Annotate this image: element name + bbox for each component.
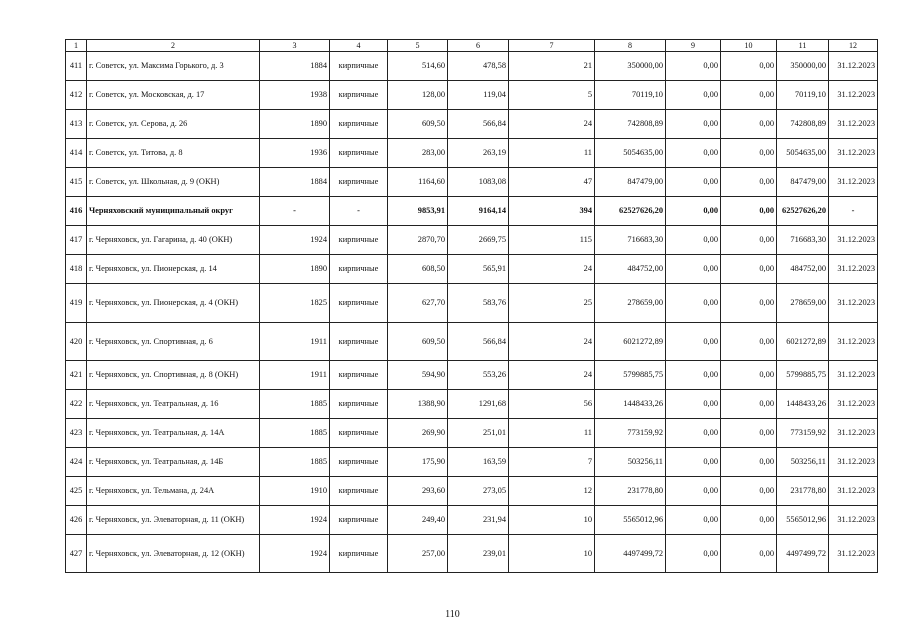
other-cost-cell: 716683,30	[777, 226, 829, 255]
budget-cost-cell: 0,00	[721, 323, 777, 361]
other-cost-cell: 773159,92	[777, 419, 829, 448]
total-area-cell: 283,00	[388, 139, 448, 168]
total-cost-cell: 484752,00	[595, 255, 666, 284]
deadline-cell: 31.12.2023	[829, 255, 878, 284]
living-area-cell: 263,19	[448, 139, 509, 168]
address-cell: г. Советск, ул. Школьная, д. 9 (ОКН)	[87, 168, 260, 197]
table-row	[66, 284, 878, 323]
row-number-cell: 426	[66, 506, 87, 535]
total-cost-cell: 5054635,00	[595, 139, 666, 168]
total-area-cell: 128,00	[388, 81, 448, 110]
other-cost-cell: 5799885,75	[777, 361, 829, 390]
column-number-cell: 1	[66, 40, 87, 52]
address-cell: г. Черняховск, ул. Пионерская, д. 4 (ОКН)	[87, 284, 260, 323]
deadline-cell: 31.12.2023	[829, 139, 878, 168]
address-cell: г. Черняховск, ул. Элеваторная, д. 12 (ОКН)	[87, 535, 260, 573]
column-number-cell: 10	[721, 40, 777, 52]
table-row	[66, 81, 878, 110]
row-number-cell: 421	[66, 361, 87, 390]
row-number-cell: 425	[66, 477, 87, 506]
row-number-cell: 413	[66, 110, 87, 139]
address-cell: г. Черняховск, ул. Элеваторная, д. 11 (ОКН)	[87, 506, 260, 535]
budget-cost-cell: 0,00	[721, 506, 777, 535]
total-cost-cell: 278659,00	[595, 284, 666, 323]
fund-cost-cell: 0,00	[666, 52, 721, 81]
other-cost-cell: 1448433,26	[777, 390, 829, 419]
budget-cost-cell: 0,00	[721, 168, 777, 197]
table-row	[66, 255, 878, 284]
total-area-cell: 1388,90	[388, 390, 448, 419]
table-row	[66, 361, 878, 390]
total-area-cell: 627,70	[388, 284, 448, 323]
table-body	[66, 52, 878, 573]
year-cell: 1884	[260, 168, 330, 197]
wall-material-cell: кирпичные	[330, 506, 388, 535]
total-area-cell: 594,90	[388, 361, 448, 390]
total-cost-cell: 6021272,89	[595, 323, 666, 361]
budget-cost-cell: 0,00	[721, 226, 777, 255]
row-number-cell: 417	[66, 226, 87, 255]
deadline-cell: 31.12.2023	[829, 535, 878, 573]
living-area-cell: 273,05	[448, 477, 509, 506]
row-number-cell: 422	[66, 390, 87, 419]
deadline-cell: 31.12.2023	[829, 419, 878, 448]
year-cell: 1884	[260, 52, 330, 81]
other-cost-cell: 70119,10	[777, 81, 829, 110]
deadline-cell: 31.12.2023	[829, 506, 878, 535]
total-cost-cell: 847479,00	[595, 168, 666, 197]
row-number-cell: 427	[66, 535, 87, 573]
fund-cost-cell: 0,00	[666, 197, 721, 226]
budget-cost-cell: 0,00	[721, 52, 777, 81]
budget-cost-cell: 0,00	[721, 255, 777, 284]
residents-cell: 10	[509, 506, 595, 535]
row-number-cell: 411	[66, 52, 87, 81]
living-area-cell: 251,01	[448, 419, 509, 448]
wall-material-cell: кирпичные	[330, 361, 388, 390]
total-area-cell: 269,90	[388, 419, 448, 448]
column-number-row	[66, 40, 878, 52]
register-table	[65, 39, 878, 573]
table-row	[66, 139, 878, 168]
wall-material-cell: кирпичные	[330, 226, 388, 255]
deadline-cell: 31.12.2023	[829, 323, 878, 361]
wall-material-cell: кирпичные	[330, 255, 388, 284]
fund-cost-cell: 0,00	[666, 323, 721, 361]
table-row	[66, 226, 878, 255]
table-row	[66, 448, 878, 477]
budget-cost-cell: 0,00	[721, 81, 777, 110]
total-cost-cell: 1448433,26	[595, 390, 666, 419]
wall-material-cell: кирпичные	[330, 168, 388, 197]
year-cell: 1924	[260, 535, 330, 573]
column-number-cell: 5	[388, 40, 448, 52]
residents-cell: 7	[509, 448, 595, 477]
residents-cell: 115	[509, 226, 595, 255]
row-number-cell: 424	[66, 448, 87, 477]
budget-cost-cell: 0,00	[721, 419, 777, 448]
year-cell: 1911	[260, 361, 330, 390]
living-area-cell: 583,76	[448, 284, 509, 323]
row-number-cell: 423	[66, 419, 87, 448]
year-cell: 1911	[260, 323, 330, 361]
address-cell: г. Черняховск, ул. Пионерская, д. 14	[87, 255, 260, 284]
year-cell: 1890	[260, 110, 330, 139]
deadline-cell: 31.12.2023	[829, 448, 878, 477]
fund-cost-cell: 0,00	[666, 477, 721, 506]
residents-cell: 25	[509, 284, 595, 323]
address-cell: Черняховский муниципальный округ	[87, 197, 260, 226]
deadline-cell: 31.12.2023	[829, 390, 878, 419]
table-row	[66, 506, 878, 535]
column-number-cell: 12	[829, 40, 878, 52]
total-area-cell: 2870,70	[388, 226, 448, 255]
fund-cost-cell: 0,00	[666, 390, 721, 419]
year-cell: 1924	[260, 506, 330, 535]
budget-cost-cell: 0,00	[721, 197, 777, 226]
residents-cell: 24	[509, 323, 595, 361]
wall-material-cell: кирпичные	[330, 448, 388, 477]
fund-cost-cell: 0,00	[666, 226, 721, 255]
deadline-cell: 31.12.2023	[829, 52, 878, 81]
other-cost-cell: 503256,11	[777, 448, 829, 477]
residents-cell: 10	[509, 535, 595, 573]
fund-cost-cell: 0,00	[666, 448, 721, 477]
total-cost-cell: 4497499,72	[595, 535, 666, 573]
table-row	[66, 168, 878, 197]
year-cell: 1924	[260, 226, 330, 255]
fund-cost-cell: 0,00	[666, 535, 721, 573]
year-cell: -	[260, 197, 330, 226]
table-row	[66, 419, 878, 448]
address-cell: г. Черняховск, ул. Тельмана, д. 24А	[87, 477, 260, 506]
budget-cost-cell: 0,00	[721, 284, 777, 323]
fund-cost-cell: 0,00	[666, 361, 721, 390]
deadline-cell: 31.12.2023	[829, 284, 878, 323]
fund-cost-cell: 0,00	[666, 168, 721, 197]
deadline-cell: 31.12.2023	[829, 477, 878, 506]
year-cell: 1890	[260, 255, 330, 284]
total-cost-cell: 62527626,20	[595, 197, 666, 226]
wall-material-cell: кирпичные	[330, 52, 388, 81]
wall-material-cell: кирпичные	[330, 139, 388, 168]
year-cell: 1936	[260, 139, 330, 168]
year-cell: 1910	[260, 477, 330, 506]
address-cell: г. Черняховск, ул. Спортивная, д. 8 (ОКН)	[87, 361, 260, 390]
wall-material-cell: кирпичные	[330, 535, 388, 573]
column-number-cell: 11	[777, 40, 829, 52]
other-cost-cell: 6021272,89	[777, 323, 829, 361]
total-area-cell: 175,90	[388, 448, 448, 477]
total-cost-cell: 5565012,96	[595, 506, 666, 535]
table-row	[66, 323, 878, 361]
living-area-cell: 566,84	[448, 323, 509, 361]
fund-cost-cell: 0,00	[666, 139, 721, 168]
residents-cell: 24	[509, 255, 595, 284]
total-cost-cell: 5799885,75	[595, 361, 666, 390]
living-area-cell: 231,94	[448, 506, 509, 535]
row-number-cell: 415	[66, 168, 87, 197]
year-cell: 1885	[260, 419, 330, 448]
wall-material-cell: -	[330, 197, 388, 226]
deadline-cell: 31.12.2023	[829, 168, 878, 197]
living-area-cell: 239,01	[448, 535, 509, 573]
column-number-cell: 3	[260, 40, 330, 52]
living-area-cell: 1083,08	[448, 168, 509, 197]
year-cell: 1938	[260, 81, 330, 110]
living-area-cell: 566,84	[448, 110, 509, 139]
other-cost-cell: 5054635,00	[777, 139, 829, 168]
total-area-cell: 608,50	[388, 255, 448, 284]
living-area-cell: 1291,68	[448, 390, 509, 419]
living-area-cell: 9164,14	[448, 197, 509, 226]
page-number: 110	[445, 609, 460, 620]
column-number-cell: 7	[509, 40, 595, 52]
fund-cost-cell: 0,00	[666, 506, 721, 535]
address-cell: г. Советск, ул. Титова, д. 8	[87, 139, 260, 168]
total-area-cell: 609,50	[388, 110, 448, 139]
year-cell: 1885	[260, 390, 330, 419]
row-number-cell: 414	[66, 139, 87, 168]
column-number-cell: 8	[595, 40, 666, 52]
budget-cost-cell: 0,00	[721, 139, 777, 168]
address-cell: г. Черняховск, ул. Театральная, д. 14Б	[87, 448, 260, 477]
deadline-cell: 31.12.2023	[829, 361, 878, 390]
fund-cost-cell: 0,00	[666, 81, 721, 110]
total-area-cell: 257,00	[388, 535, 448, 573]
row-number-cell: 419	[66, 284, 87, 323]
total-area-cell: 514,60	[388, 52, 448, 81]
residents-cell: 47	[509, 168, 595, 197]
deadline-cell: 31.12.2023	[829, 110, 878, 139]
residents-cell: 394	[509, 197, 595, 226]
other-cost-cell: 62527626,20	[777, 197, 829, 226]
address-cell: г. Советск, ул. Максима Горького, д. 3	[87, 52, 260, 81]
budget-cost-cell: 0,00	[721, 535, 777, 573]
residents-cell: 12	[509, 477, 595, 506]
residents-cell: 56	[509, 390, 595, 419]
year-cell: 1885	[260, 448, 330, 477]
total-area-cell: 9853,91	[388, 197, 448, 226]
living-area-cell: 2669,75	[448, 226, 509, 255]
address-cell: г. Черняховск, ул. Гагарина, д. 40 (ОКН)	[87, 226, 260, 255]
wall-material-cell: кирпичные	[330, 284, 388, 323]
row-number-cell: 416	[66, 197, 87, 226]
column-number-cell: 9	[666, 40, 721, 52]
other-cost-cell: 742808,89	[777, 110, 829, 139]
other-cost-cell: 847479,00	[777, 168, 829, 197]
total-cost-cell: 350000,00	[595, 52, 666, 81]
budget-cost-cell: 0,00	[721, 448, 777, 477]
address-cell: г. Советск, ул. Серова, д. 26	[87, 110, 260, 139]
living-area-cell: 553,26	[448, 361, 509, 390]
table-row	[66, 390, 878, 419]
address-cell: г. Советск, ул. Московская, д. 17	[87, 81, 260, 110]
column-number-cell: 4	[330, 40, 388, 52]
other-cost-cell: 350000,00	[777, 52, 829, 81]
address-cell: г. Черняховск, ул. Театральная, д. 16	[87, 390, 260, 419]
address-cell: г. Черняховск, ул. Театральная, д. 14А	[87, 419, 260, 448]
wall-material-cell: кирпичные	[330, 110, 388, 139]
budget-cost-cell: 0,00	[721, 390, 777, 419]
total-area-cell: 293,60	[388, 477, 448, 506]
residents-cell: 5	[509, 81, 595, 110]
deadline-cell: 31.12.2023	[829, 226, 878, 255]
total-cost-cell: 70119,10	[595, 81, 666, 110]
wall-material-cell: кирпичные	[330, 390, 388, 419]
living-area-cell: 478,58	[448, 52, 509, 81]
residents-cell: 11	[509, 419, 595, 448]
deadline-cell: -	[829, 197, 878, 226]
address-cell: г. Черняховск, ул. Спортивная, д. 6	[87, 323, 260, 361]
total-cost-cell: 773159,92	[595, 419, 666, 448]
other-cost-cell: 278659,00	[777, 284, 829, 323]
table-row	[66, 535, 878, 573]
other-cost-cell: 484752,00	[777, 255, 829, 284]
total-cost-cell: 503256,11	[595, 448, 666, 477]
fund-cost-cell: 0,00	[666, 255, 721, 284]
row-number-cell: 420	[66, 323, 87, 361]
fund-cost-cell: 0,00	[666, 284, 721, 323]
budget-cost-cell: 0,00	[721, 110, 777, 139]
wall-material-cell: кирпичные	[330, 81, 388, 110]
table-row	[66, 197, 878, 226]
living-area-cell: 163,59	[448, 448, 509, 477]
table-row	[66, 52, 878, 81]
table-row	[66, 110, 878, 139]
living-area-cell: 565,91	[448, 255, 509, 284]
residents-cell: 21	[509, 52, 595, 81]
total-area-cell: 609,50	[388, 323, 448, 361]
budget-cost-cell: 0,00	[721, 477, 777, 506]
wall-material-cell: кирпичные	[330, 323, 388, 361]
wall-material-cell: кирпичные	[330, 477, 388, 506]
column-number-cell: 2	[87, 40, 260, 52]
total-area-cell: 249,40	[388, 506, 448, 535]
residents-cell: 24	[509, 110, 595, 139]
total-cost-cell: 231778,80	[595, 477, 666, 506]
total-area-cell: 1164,60	[388, 168, 448, 197]
wall-material-cell: кирпичные	[330, 419, 388, 448]
deadline-cell: 31.12.2023	[829, 81, 878, 110]
fund-cost-cell: 0,00	[666, 419, 721, 448]
other-cost-cell: 231778,80	[777, 477, 829, 506]
budget-cost-cell: 0,00	[721, 361, 777, 390]
row-number-cell: 412	[66, 81, 87, 110]
row-number-cell: 418	[66, 255, 87, 284]
other-cost-cell: 4497499,72	[777, 535, 829, 573]
residents-cell: 24	[509, 361, 595, 390]
total-cost-cell: 742808,89	[595, 110, 666, 139]
column-number-cell: 6	[448, 40, 509, 52]
year-cell: 1825	[260, 284, 330, 323]
table-row	[66, 477, 878, 506]
other-cost-cell: 5565012,96	[777, 506, 829, 535]
total-cost-cell: 716683,30	[595, 226, 666, 255]
fund-cost-cell: 0,00	[666, 110, 721, 139]
residents-cell: 11	[509, 139, 595, 168]
living-area-cell: 119,04	[448, 81, 509, 110]
